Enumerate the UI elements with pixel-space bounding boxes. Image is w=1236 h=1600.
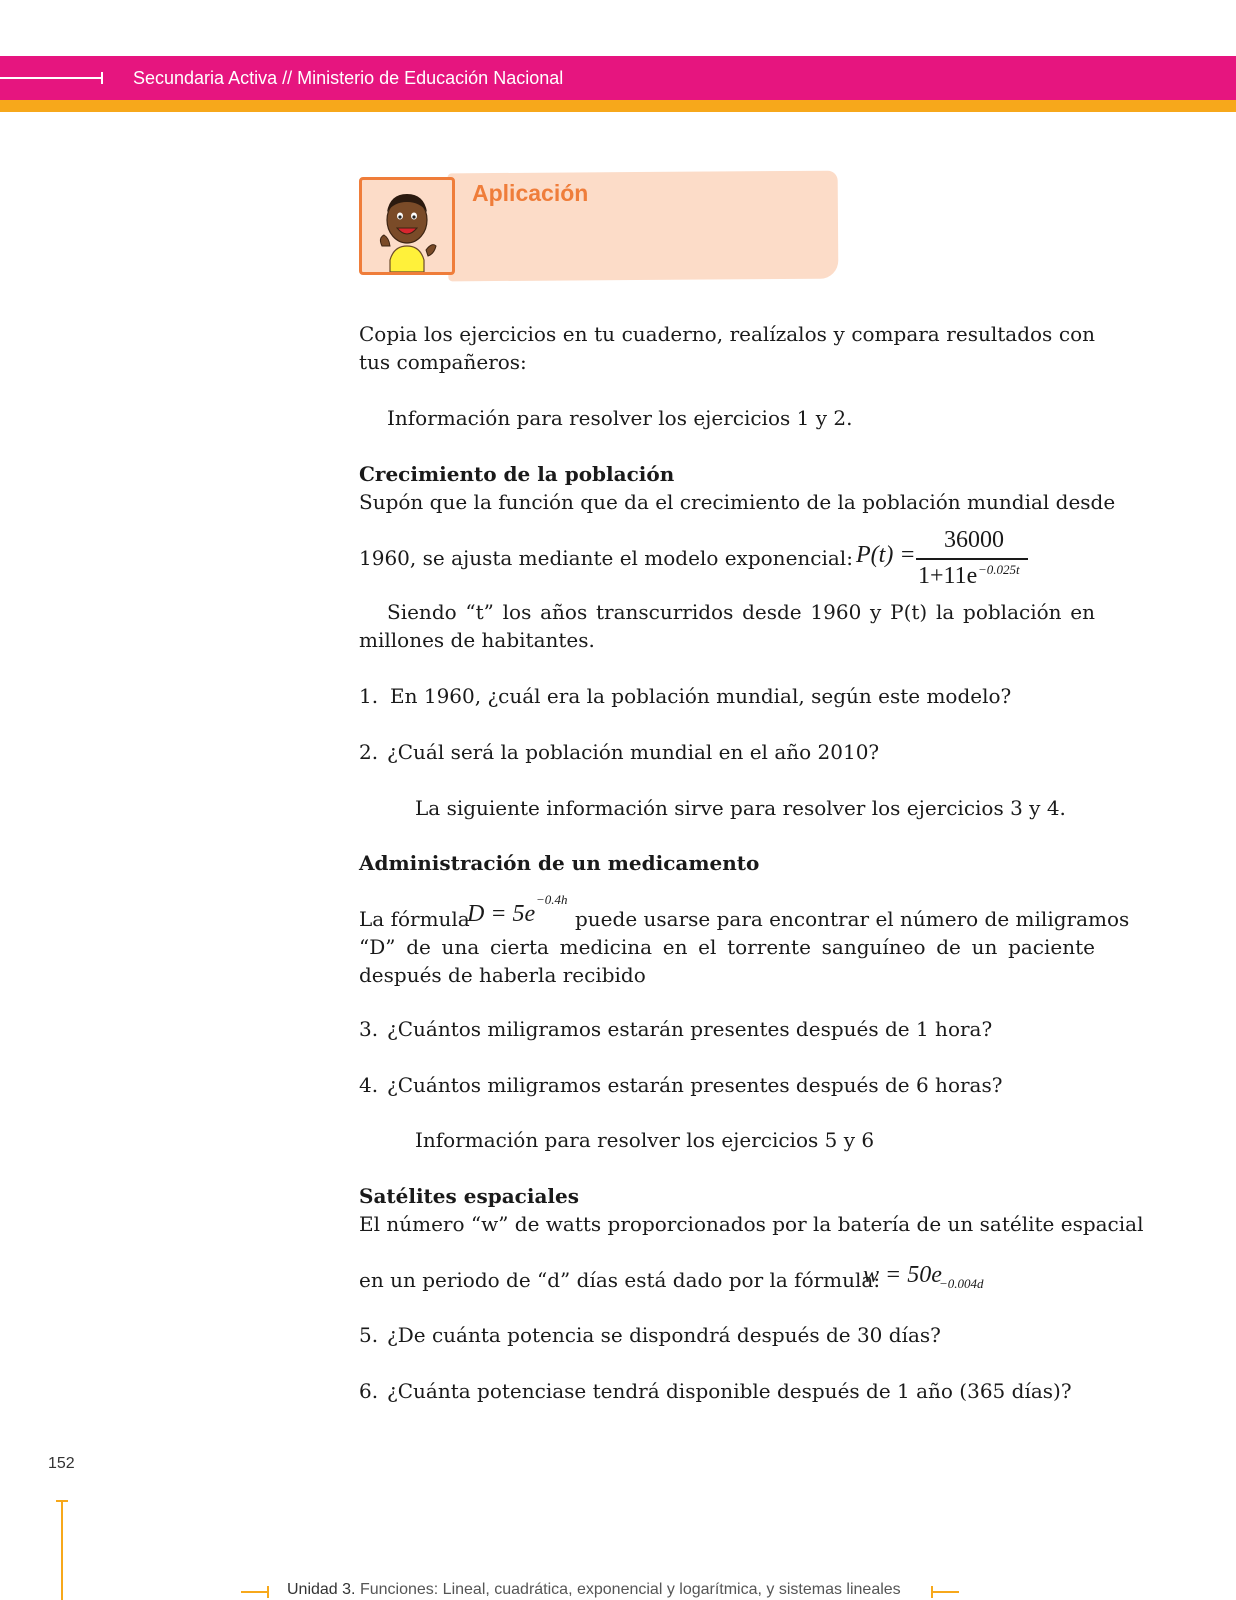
medicine-pre: La fórmula bbox=[359, 907, 470, 931]
exercise-4-number: 4. bbox=[359, 1073, 379, 1097]
satellite-line-2: en un periodo de “d” días está dado por la fórmula: bbox=[359, 1268, 881, 1292]
exercise-1-number: 1. bbox=[359, 684, 379, 708]
footer-unit: Unidad 3. bbox=[287, 1581, 356, 1598]
medicine-formula-exponent: −0.4h bbox=[536, 892, 568, 907]
satellite-formula-base: w = 50e bbox=[863, 1262, 942, 1288]
population-formula-numerator: 36000 bbox=[944, 527, 1004, 553]
population-note: Siendo “t” los años transcurridos desde 1960 y P(t) la población en millones de habitantes. bbox=[359, 600, 1095, 652]
population-formula-exponent: −0.025t bbox=[978, 562, 1020, 577]
satellite-line-1: El número “w” de watts proporcionados por la batería de un satélite espacial bbox=[359, 1212, 1144, 1236]
exercise-3-text: ¿Cuántos miligramos estarán presentes después de 1 hora? bbox=[387, 1017, 993, 1041]
exercise-3-number: 3. bbox=[359, 1017, 379, 1041]
population-heading: Crecimiento de la población bbox=[359, 462, 675, 486]
exercise-6-number: 6. bbox=[359, 1379, 379, 1403]
header-rule-tick bbox=[101, 72, 103, 84]
footer-rule-left-tick bbox=[267, 1586, 269, 1598]
population-formula-denominator: 1+11e bbox=[918, 563, 978, 589]
population-formula-lhs: P(t) = bbox=[856, 542, 916, 568]
page-number: 152 bbox=[48, 1455, 75, 1472]
info-exercises-1-2: Información para resolver los ejercicios 1 y 2. bbox=[387, 406, 853, 430]
exercise-6-text: ¿Cuánta potenciase tendrá disponible después de 1 año (365 días)? bbox=[387, 1379, 1072, 1403]
header-title: Secundaria Activa // Ministerio de Educación Nacional bbox=[133, 68, 564, 88]
medicine-rest: “D” de una cierta medicina en el torrente sanguíneo de un paciente después de haberla recibido bbox=[359, 935, 1095, 987]
medicine-post: puede usarse para encontrar el número de miligramos bbox=[575, 907, 1130, 931]
header-rule bbox=[0, 77, 102, 79]
exercise-4-text: ¿Cuántos miligramos estarán presentes después de 6 horas? bbox=[387, 1073, 1003, 1097]
intro-paragraph: Copia los ejercicios en tu cuaderno, realízalos y compara resultados con tus compañeros: bbox=[359, 322, 1095, 374]
population-formula-fraction-bar bbox=[916, 558, 1028, 560]
medicine-formula-base: D = 5e bbox=[467, 901, 536, 927]
mascot-frame bbox=[359, 177, 455, 275]
header-stripe bbox=[0, 100, 1236, 112]
margin-rule bbox=[61, 1500, 63, 1600]
footer-rule-right bbox=[931, 1591, 959, 1593]
exercise-5-number: 5. bbox=[359, 1323, 379, 1347]
population-line-2: 1960, se ajusta mediante el modelo exponencial: bbox=[359, 546, 853, 570]
section-label: Aplicación bbox=[472, 180, 589, 206]
footer bbox=[287, 1581, 901, 1599]
exercise-1-text: En 1960, ¿cuál era la población mundial, según este modelo? bbox=[390, 684, 1012, 708]
exercise-2-number: 2. bbox=[359, 740, 379, 764]
satellite-heading: Satélites espaciales bbox=[359, 1184, 579, 1208]
footer-rule-left bbox=[241, 1591, 269, 1593]
mascot-illustration bbox=[362, 180, 452, 272]
population-line-1: Supón que la función que da el crecimiento de la población mundial desde bbox=[359, 490, 1116, 514]
exercise-5-text: ¿De cuánta potencia se dispondrá después de 30 días? bbox=[387, 1323, 941, 1347]
info-exercises-5-6: Información para resolver los ejercicios 5 y 6 bbox=[415, 1128, 875, 1152]
medicine-heading: Administración de un medicamento bbox=[359, 851, 760, 875]
info-exercises-3-4: La siguiente información sirve para resolver los ejercicios 3 y 4. bbox=[415, 796, 1066, 820]
satellite-formula-exponent: −0.004d bbox=[939, 1276, 984, 1291]
footer-title: Funciones: Lineal, cuadrática, exponencial y logarítmica, y sistemas lineales bbox=[359, 1581, 901, 1598]
exercise-2-text: ¿Cuál será la población mundial en el año 2010? bbox=[387, 740, 880, 764]
